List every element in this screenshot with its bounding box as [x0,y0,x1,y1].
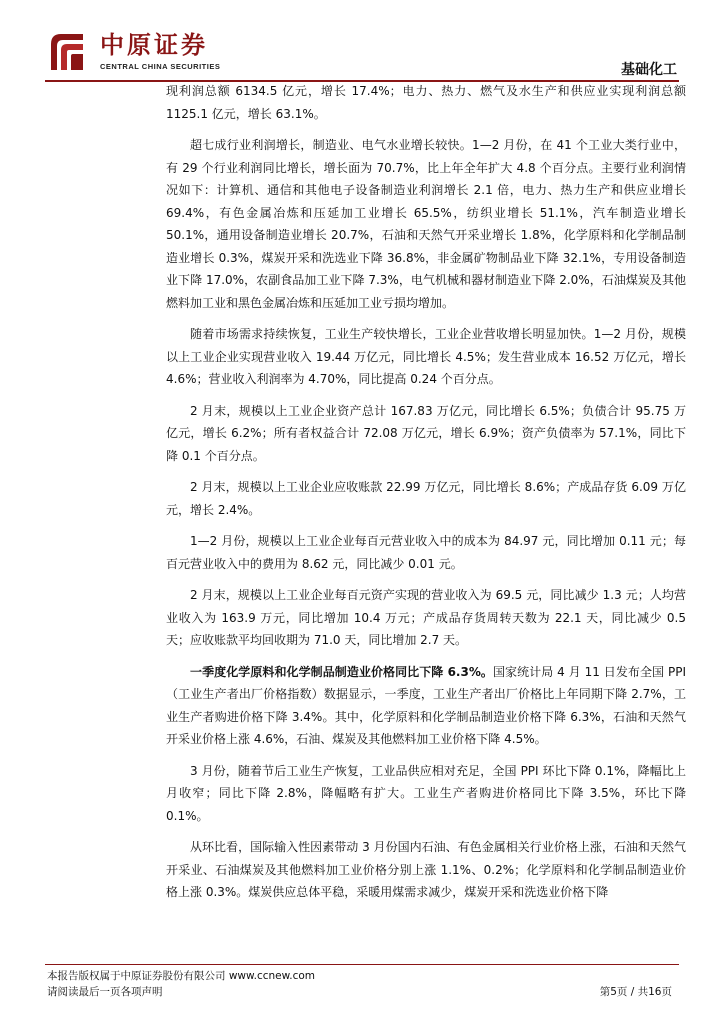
paragraph-ppi-march: 3 月份，随着节后工业生产恢复，工业品供应相对充足，全国 PPI 环比下降 0.1%，降幅比上月收窄；同比下降 2.8%，降幅略有扩大。工业生产者购进价格同比下降 3.5%，环比下降 0.1%。 [166,763,686,823]
report-header [0,0,724,80]
company-logo-icon [47,30,87,74]
paragraph-asset-turnover: 2 月末，规模以上工业企业每百元资产实现的营业收入为 69.5 元，同比减少 1.3 元；人均营业收入为 163.9 万元，同比增加 10.4 万元；产成品存货周转天数为 22.1 天，同比减少 0.5 天；应收账款平均回收期为 71.0 天，同比增加 2.7 天。 [166,588,686,647]
company-name-en: CENTRAL CHINA SECURITIES [100,62,221,71]
paragraph-assets: 2 月末，规模以上工业企业资产总计 167.83 万亿元，同比增长 6.5%；负债合计 95.75 万亿元，增长 6.2%；所有者权益合计 72.08 万亿元，增长 6.9%；资产负债率为 57.1%，同比下降 0.1 个百分点。 [166,403,686,463]
paragraph-ppi-detail: 国家统计局 4 月 11 日发布全国 PPI（工业生产者出厂价格指数）数据显示，一季度，工业生产者出厂价格比上年同期下降 2.7%，工业生产者购进价格下降 3.4%。其中，化学原料和化学制品制造业价格下降 6.3%，石油和天然气开采业价格上涨 4.6%，石油、煤炭及其他燃料加工业价格下降 4.5%。 [166,664,686,746]
paragraph-industry-profit: 超七成行业利润增长，制造业、电气水业增长较快。1—2 月份，在 41 个工业大类行业中，有 29 个行业利润同比增长，增长面为 70.7%，比上年全年扩大 4.8 个百分点。主要行业利润情况如下：计算机、通信和其他电子设备制造业利润增长 2.1 倍，电力、热力生产和供应业增长 69.4%，有色金属冶炼和压延加工业增长 65.5%，纺织业增长 51.1%，汽车制造业增长 50.1%，通用设备制造业增长 20.7%，石油和天然气开采业增长 1.8%，化学原料和化学制品制造业增长 0.3%，煤炭开采和洗选业下降 36.8%，非金属矿物制品业下降 32.1%，专用设备制造业下降 17.0%，农副食品加工业下降 7.3%，电气机械和器材制造业下降 2.0%，石油煤炭及其他燃料加工业和黑色金属冶炼和压延加工业亏损均增加。 [166,138,686,310]
paragraph-revenue: 随着市场需求持续恢复，工业生产较快增长，工业企业营收增长明显加快。1—2 月份，规模以上工业企业实现营业收入 19.44 万亿元，同比增长 4.5%；发生营业成本 16.52 万亿元，增长 4.6%；营业收入利润率为 4.70%，同比提高 0.24 个百分点。 [166,327,686,386]
company-name-cn: 中原证券 [100,31,208,59]
paragraph-highlight: 一季度化学原料和化学制品制造业价格同比下降 6.3%。 [190,664,493,679]
disclaimer-notice: 请阅读最后一页各项声明 [47,986,163,998]
footer-divider [45,964,679,965]
paragraph-profit-summary: 现利润总额 6134.5 亿元，增长 17.4%；电力、热力、燃气及水生产和供应业实现利润总额 1125.1 亿元，增长 63.1%。 [166,84,686,121]
paragraph-receivables: 2 月末，规模以上工业企业应收账款 22.99 万亿元，同比增长 8.6%；产成品存货 6.09 万亿元，增长 2.4%。 [166,480,686,517]
copyright-notice: 本报告版权属于中原证券股份有限公司 www.ccnew.com [47,970,316,982]
page-number: 第5页 / 共16页 [599,986,672,998]
paragraph-ppi-quarter [166,661,686,751]
report-body [166,80,686,904]
footer-notes [47,968,315,1000]
paragraph-ppi-mom: 从环比看，国际输入性因素带动 3 月份国内石油、有色金属相关行业价格上涨，石油和天然气开采业、石油煤炭及其他燃料加工业价格分别上涨 1.1%、0.2%；化学原料和化学制品制造业价格上涨 0.3%。煤炭供应总体平稳，采暖用煤需求减少，煤炭开采和洗选业价格下降 [166,840,686,899]
paragraph-cost-per-revenue: 1—2 月份，规模以上工业企业每百元营业收入中的成本为 84.97 元，同比增加 0.11 元；每百元营业收入中的费用为 8.62 元，同比减少 0.01 元。 [166,534,686,571]
report-section-label: 基础化工 [621,62,677,78]
